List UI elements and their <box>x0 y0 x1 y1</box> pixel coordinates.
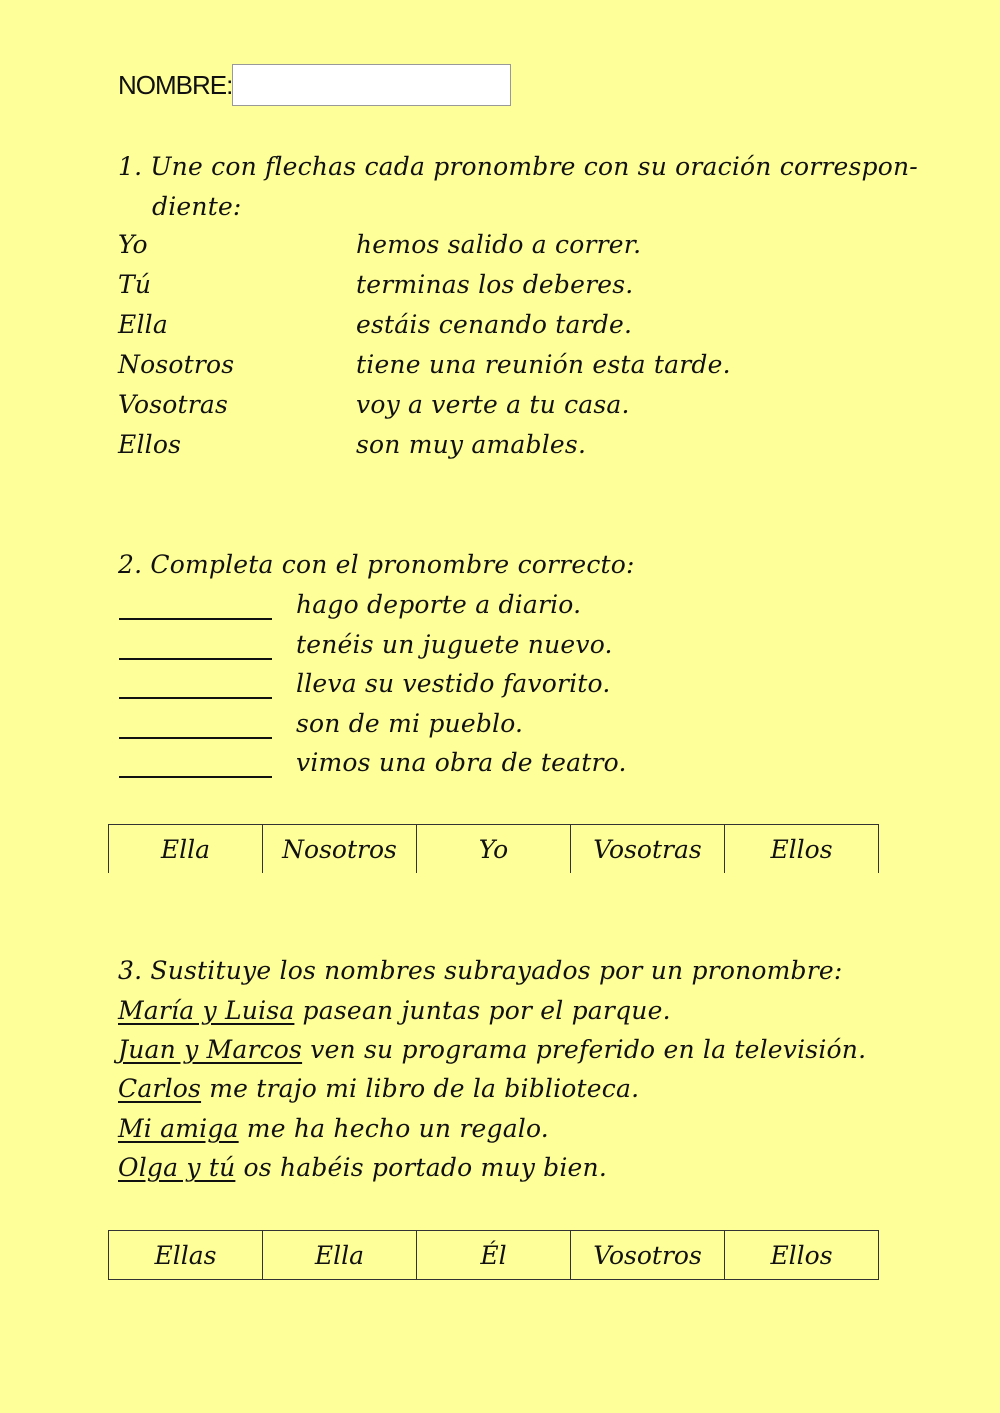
exercise2-instruction: 2. Completa con el pronombre correcto: <box>118 550 635 579</box>
answer-blank[interactable] <box>119 618 272 620</box>
answer-blank[interactable] <box>119 737 272 739</box>
sentence-rest: os habéis portado muy bien. <box>235 1153 608 1182</box>
sentence-item[interactable]: terminas los deberes. <box>356 270 634 299</box>
answer-blank[interactable] <box>119 697 272 699</box>
word-bank-3 <box>108 1230 879 1280</box>
underlined-noun: Mi amiga <box>118 1114 239 1143</box>
word-bank-item[interactable]: Vosotras <box>571 825 725 874</box>
pronoun-item[interactable]: Tú <box>118 270 152 299</box>
word-bank-item[interactable]: Vosotros <box>571 1231 725 1280</box>
underlined-noun: Juan y Marcos <box>118 1035 303 1064</box>
word-bank-item[interactable]: Nosotros <box>263 825 417 874</box>
underlined-noun: Carlos <box>118 1074 202 1103</box>
pronoun-item[interactable]: Nosotros <box>118 350 235 379</box>
sentence-rest: ven su programa preferido en la televisión. <box>302 1035 867 1064</box>
sentence-rest: pasean juntas por el parque. <box>294 996 671 1025</box>
fill-sentence: lleva su vestido favorito. <box>296 669 611 698</box>
substitute-sentence <box>118 996 671 1025</box>
answer-blank[interactable] <box>119 776 272 778</box>
name-input[interactable] <box>232 64 511 106</box>
sentence-item[interactable]: hemos salido a correr. <box>356 230 642 259</box>
sentence-item[interactable]: voy a verte a tu casa. <box>356 390 630 419</box>
word-bank-item[interactable]: Ella <box>109 825 263 874</box>
word-bank-item[interactable]: Ella <box>263 1231 417 1280</box>
underlined-noun: María y Luisa <box>118 996 295 1025</box>
fill-sentence: hago deporte a diario. <box>296 590 582 619</box>
word-bank-item[interactable]: Ellos <box>725 1231 879 1280</box>
exercise3-instruction: 3. Sustituye los nombres subrayados por un pronombre: <box>118 956 843 985</box>
sentence-item[interactable]: estáis cenando tarde. <box>356 310 633 339</box>
word-bank-item[interactable]: Yo <box>417 825 571 874</box>
word-bank-item[interactable]: Ellas <box>109 1231 263 1280</box>
substitute-sentence <box>118 1035 866 1064</box>
sentence-rest: me trajo mi libro de la biblioteca. <box>201 1074 640 1103</box>
fill-sentence: son de mi pueblo. <box>296 709 524 738</box>
sentence-rest: me ha hecho un regalo. <box>238 1114 549 1143</box>
substitute-sentence <box>118 1074 639 1103</box>
substitute-sentence <box>118 1153 607 1182</box>
word-bank-item[interactable]: Ellos <box>725 825 879 874</box>
fill-sentence: vimos una obra de teatro. <box>296 748 627 777</box>
sentence-item[interactable]: tiene una reunión esta tarde. <box>356 350 731 379</box>
pronoun-item[interactable]: Ellos <box>118 430 182 459</box>
exercise1-instruction-cont: diente: <box>152 192 242 221</box>
pronoun-item[interactable]: Ella <box>118 310 168 339</box>
pronoun-item[interactable]: Vosotras <box>118 390 229 419</box>
substitute-sentence <box>118 1114 549 1143</box>
exercise1-instruction: 1. Une con flechas cada pronombre con su oración correspon- <box>118 152 918 181</box>
answer-blank[interactable] <box>119 658 272 660</box>
name-label: NOMBRE: <box>118 70 233 100</box>
word-bank-2 <box>108 824 879 873</box>
fill-sentence: tenéis un juguete nuevo. <box>296 630 613 659</box>
word-bank-item[interactable]: Él <box>417 1231 571 1280</box>
sentence-item[interactable]: son muy amables. <box>356 430 587 459</box>
underlined-noun: Olga y tú <box>118 1153 236 1182</box>
pronoun-item[interactable]: Yo <box>118 230 148 259</box>
